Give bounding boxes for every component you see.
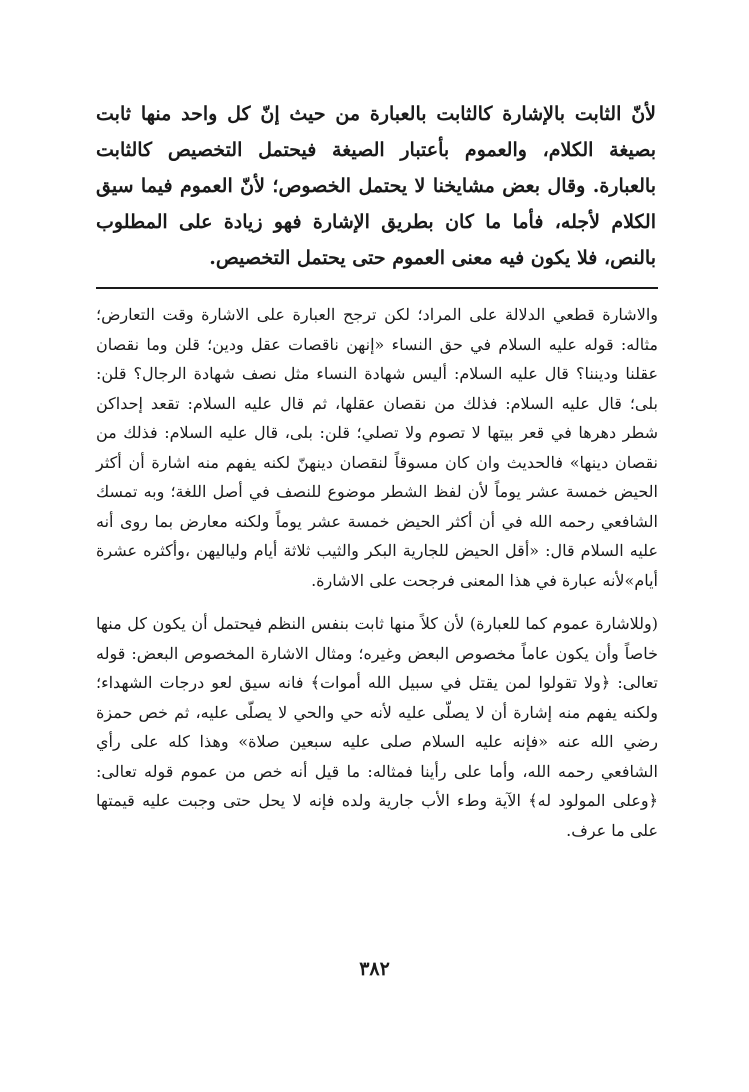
main-text-block [96, 96, 656, 276]
commentary-paragraph-1: والاشارة قطعي الدلالة على المراد؛ لكن ترجح العبارة على الاشارة وقت التعارض؛ مثاله: قوله عليه السلام في حق النساء «إنهن ناقصات عقل ودين؛ قلن وما نقصان عقلنا وديننا؟ قال عليه السلام: أليس شهادة النساء مثل نصف شهادة الرجال؟ قلن: بلى؛ قال عليه السلام: فذلك من نقصان عقلها، ثم قال عليه السلام: تقعد إحداكن شطر دهرها في قعر بيتها لا تصوم ولا تصلي؛ قلن: بلى، قال عليه السلام: فذلك من نقصان دينها» فالحديث وان كان مسوقاً لنقصان دينهنّ لكنه يفهم منه اشارة أن أكثر الحيض خمسة عشر يوماً لأن لفظ الشطر موضوع للنصف في أصل اللغة؛ وبه تمسك الشافعي رحمه الله في أن أكثر الحيض خمسة عشر يوماً ولكنه معارض بما روى أنه عليه السلام قال: «أقل الحيض للجارية البكر والثيب ثلاثة أيام ولياليهن ،وأكثره عشرة أيام»لأنه عبارة في هذا المعنى فرجحت على الاشارة. [96, 305, 658, 590]
footnote-separator-rule [96, 287, 658, 289]
commentary-paragraph-2: (وللاشارة عموم كما للعبارة) لأن كلاً منها ثابت بنفس النظم فيحتمل أن يكون كل منها خاصاً وأن يكون عاماً مخصوص البعض وغيره؛ ومثال الاشارة المخصوص البعض: قوله تعالى: ﴿ولا تقولوا لمن يقتل في سبيل الله أموات﴾ فانه سيق لعو درجات الشهداء؛ ولكنه يفهم منه إشارة أن لا يصلّى عليه لأنه حي والحي لا يصلّى عليه، ثم خص حمزة رضي الله عنه «فإنه عليه السلام صلى عليه سبعين صلاة» وهذا كله على رأي الشافعي رحمه الله، وأما على رأينا فمثاله: ما قيل أنه خص من عموم قوله تعالى: ﴿وعلى المولود له﴾ الآية وطء الأب جارية ولده فإنه لا يحل حتى وجبت عليه قيمتها على ما عرف. [96, 614, 658, 840]
main-text-paragraph: لأنّ الثابت بالإشارة كالثابت بالعبارة من حيث إنّ كل واحد منها ثابت بصيغة الكلام، والعموم بأعتبار الصيغة فيحتمل التخصيص كالثابت بالعبارة. وقال بعض مشايخنا لا يحتمل الخصوص؛ لأنّ العموم فيما سيق الكلام لأجله، فأما ما كان بطريق الإشارة فهو زيادة على المطلوب بالنص، فلا يكون فيه معنى العموم حتى يحتمل التخصيص. [96, 103, 656, 269]
commentary-block [96, 300, 658, 845]
page-number: ٣٨٢ [359, 958, 390, 980]
